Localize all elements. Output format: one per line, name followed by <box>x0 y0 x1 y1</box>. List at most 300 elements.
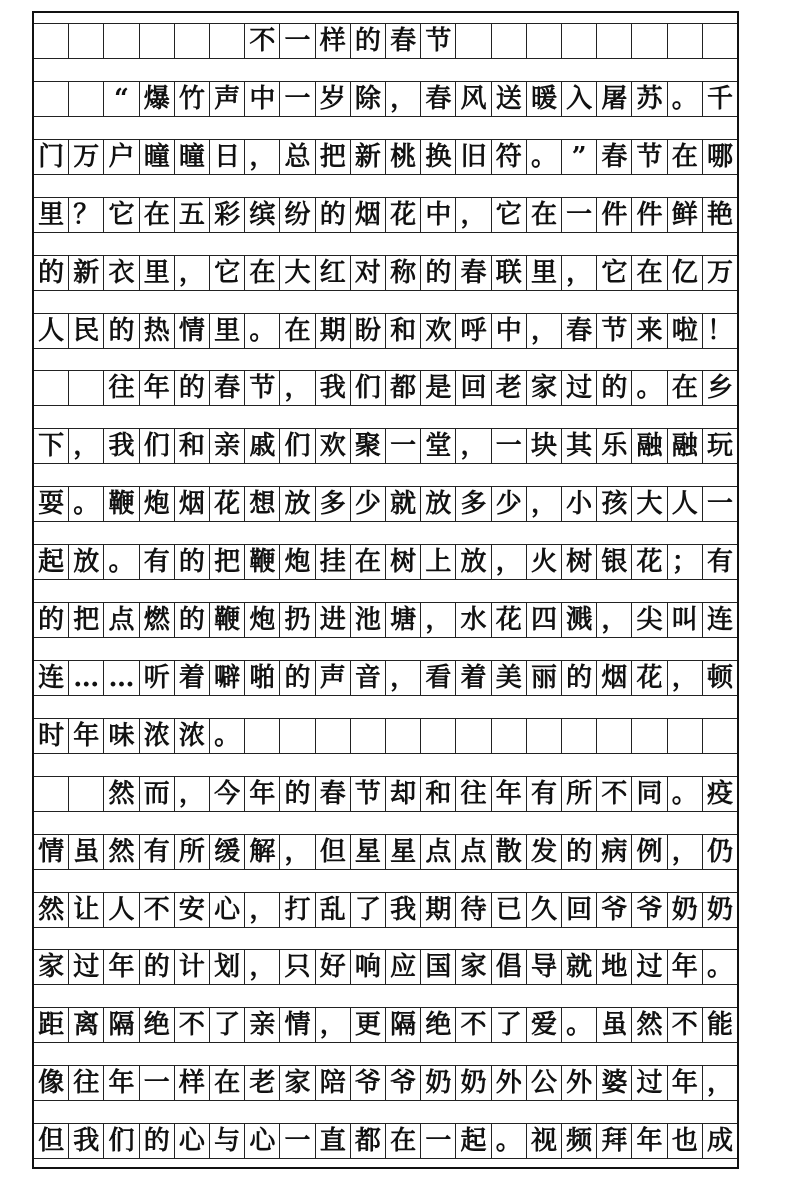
grid-cell: 件 <box>631 198 666 232</box>
grid-cell: 炮 <box>244 603 279 637</box>
grid-cell: 视 <box>526 1124 561 1158</box>
grid-cell: 然 <box>103 835 138 869</box>
grid-cell: 家 <box>279 1066 314 1100</box>
grid-cell: 疫 <box>702 777 737 811</box>
grid-cell: 老 <box>244 1066 279 1100</box>
grid-cell <box>279 719 314 753</box>
grid-cell: 戚 <box>244 429 279 463</box>
grid-cell <box>702 24 737 58</box>
grid-cell: 融 <box>631 429 666 463</box>
grid-cell: 在 <box>350 545 385 579</box>
grid-cell: 的 <box>174 371 209 405</box>
grid-cell <box>350 719 385 753</box>
grid-cell: 鲜 <box>667 198 702 232</box>
grid-cell: 年 <box>667 950 702 984</box>
grid-cell: 年 <box>103 1066 138 1100</box>
grid-cell: 在 <box>667 140 702 174</box>
grid-cell: 不 <box>455 1008 490 1042</box>
grid-cell: ， <box>279 371 314 405</box>
grid-cell: 花 <box>631 661 666 695</box>
grid-row <box>34 949 737 985</box>
grid-cell <box>68 371 103 405</box>
grid-cell: 已 <box>491 893 526 927</box>
grid-cell: 火 <box>526 545 561 579</box>
grid-cell: 的 <box>420 256 455 290</box>
grid-cell: 中 <box>420 198 455 232</box>
grid-cell: 往 <box>68 1066 103 1100</box>
grid-cell: 乐 <box>596 429 631 463</box>
grid-cell: 春 <box>315 777 350 811</box>
grid-cell: 家 <box>526 371 561 405</box>
grid-cell: 我 <box>385 893 420 927</box>
grid-cell: 的 <box>174 603 209 637</box>
grid-cell: 回 <box>455 371 490 405</box>
grid-cell: 户 <box>103 140 138 174</box>
grid-row <box>34 660 737 696</box>
grid-cell <box>34 24 68 58</box>
grid-cell: 们 <box>350 371 385 405</box>
grid-cell: 衣 <box>103 256 138 290</box>
grid-cell: 总 <box>279 140 314 174</box>
grid-cell: 人 <box>38 315 65 346</box>
grid-cell: 旧 <box>455 140 490 174</box>
grid-cell: 日 <box>209 140 244 174</box>
grid-cell: 导 <box>526 950 561 984</box>
grid-cell: 病 <box>596 835 631 869</box>
grid-cell: 年 <box>491 777 526 811</box>
grid-cell: 在 <box>139 198 174 232</box>
grid-cell: 隔 <box>103 1008 138 1042</box>
grid-cell: 一 <box>420 1124 455 1158</box>
grid-cell: 。 <box>667 777 702 811</box>
grid-cell: 外 <box>561 1066 596 1100</box>
grid-cell: 是 <box>420 371 455 405</box>
grid-cell: 年 <box>103 950 138 984</box>
grid-cell: 的 <box>38 257 65 288</box>
grid-cell: 鞭 <box>209 603 244 637</box>
grid-cell: 桃 <box>385 140 420 174</box>
grid-cell: 奶 <box>420 1066 455 1100</box>
grid-cell: 样 <box>174 1066 209 1100</box>
grid-cell: 往 <box>455 777 490 811</box>
grid-cell: 声 <box>209 82 244 116</box>
grid-cell: 节 <box>596 314 631 348</box>
grid-cell: ， <box>526 314 561 348</box>
grid-cell: 倡 <box>491 950 526 984</box>
grid-cell: ， <box>244 893 279 927</box>
grid-cell: 它 <box>209 256 244 290</box>
grid-cell: 我 <box>103 429 138 463</box>
grid-cell <box>491 719 526 753</box>
grid-cell: 期 <box>420 893 455 927</box>
grid-cell: 离 <box>68 1008 103 1042</box>
grid-cell: 小 <box>561 487 596 521</box>
grid-cell <box>667 24 702 58</box>
grid-cell: 爷 <box>385 1066 420 1100</box>
grid-cell: 和 <box>174 429 209 463</box>
grid-cell: 和 <box>385 314 420 348</box>
grid-cell: 爷 <box>350 1066 385 1100</box>
grid-cell: 所 <box>561 777 596 811</box>
grid-row <box>34 1065 737 1101</box>
grid-cell: 的 <box>139 950 174 984</box>
grid-cell: 频 <box>561 1124 596 1158</box>
grid-cell <box>667 719 702 753</box>
grid-cell: 聚 <box>350 429 385 463</box>
grid-cell: 情 <box>174 314 209 348</box>
grid-cell: 鞭 <box>244 545 279 579</box>
grid-cell: 烟 <box>350 198 385 232</box>
grid-cell: ！ <box>702 314 737 348</box>
grid-cell: ； <box>667 545 702 579</box>
grid-cell: 缓 <box>209 835 244 869</box>
grid-cell: 花 <box>385 198 420 232</box>
grid-cell: 块 <box>526 429 561 463</box>
grid-cell: 风 <box>455 82 490 116</box>
grid-cell: 池 <box>350 603 385 637</box>
grid-cell: 把 <box>68 603 103 637</box>
grid-row <box>34 718 737 754</box>
grid-cell: 屠 <box>596 82 631 116</box>
grid-cell: 岁 <box>315 82 350 116</box>
grid-cell: 称 <box>385 256 420 290</box>
grid-cell: 进 <box>315 603 350 637</box>
grid-cell: 顿 <box>702 661 737 695</box>
grid-cell: 竹 <box>174 82 209 116</box>
grid-cell <box>68 777 103 811</box>
grid-row <box>34 428 737 464</box>
grid-cell: 噼 <box>209 661 244 695</box>
grid-cell: 鞭 <box>103 487 138 521</box>
grid-cell: 春 <box>455 256 490 290</box>
grid-cell: 叫 <box>667 603 702 637</box>
grid-cell: 除 <box>350 82 385 116</box>
grid-cell: 奶 <box>455 1066 490 1100</box>
grid-cell: 亲 <box>209 429 244 463</box>
grid-cell: 期 <box>315 314 350 348</box>
grid-cell: 树 <box>561 545 596 579</box>
grid-cell: 爱 <box>526 1008 561 1042</box>
grid-cell: 在 <box>385 1124 420 1158</box>
grid-cell: 树 <box>385 545 420 579</box>
grid-cell: 。 <box>631 371 666 405</box>
grid-cell: 多 <box>315 487 350 521</box>
grid-cell: 解 <box>244 835 279 869</box>
grid-cell: 划 <box>209 950 244 984</box>
grid-cell: 啪 <box>244 661 279 695</box>
grid-cell: 爷 <box>596 893 631 927</box>
grid-cell: 也 <box>667 1124 702 1158</box>
grid-cell <box>68 24 103 58</box>
grid-cell <box>34 371 68 405</box>
grid-cell: 有 <box>139 835 174 869</box>
grid-cell: 心 <box>209 893 244 927</box>
grid-cell: 它 <box>491 198 526 232</box>
grid-cell: 声 <box>315 661 350 695</box>
grid-cell: 燃 <box>139 603 174 637</box>
grid-cell: 符 <box>491 140 526 174</box>
grid-cell: ， <box>385 661 420 695</box>
grid-cell: 春 <box>561 314 596 348</box>
grid-cell: 欢 <box>420 314 455 348</box>
grid-cell: 连 <box>702 603 737 637</box>
grid-cell: 然 <box>38 894 65 925</box>
grid-cell: 都 <box>385 371 420 405</box>
grid-cell: 心 <box>174 1124 209 1158</box>
grid-cell: 虽 <box>596 1008 631 1042</box>
grid-cell: 好 <box>315 950 350 984</box>
grid-cell <box>455 719 490 753</box>
grid-cell <box>526 24 561 58</box>
grid-cell: 丽 <box>526 661 561 695</box>
grid-row <box>34 892 737 928</box>
grid-cell: 听 <box>139 661 174 695</box>
grid-cell: 。 <box>526 140 561 174</box>
grid-cell: 把 <box>209 545 244 579</box>
grid-cell: 把 <box>315 140 350 174</box>
grid-cell: 。 <box>561 1008 596 1042</box>
grid-cell: 节 <box>631 140 666 174</box>
grid-cell: 和 <box>420 777 455 811</box>
grid-cell: 的 <box>38 605 65 635</box>
grid-cell: 回 <box>561 893 596 927</box>
grid-cell: 纷 <box>279 198 314 232</box>
grid-cell: ， <box>561 256 596 290</box>
grid-cell: 中 <box>244 82 279 116</box>
grid-cell: 万 <box>68 140 103 174</box>
grid-cell: 所 <box>174 835 209 869</box>
grid-cell: 但 <box>38 1126 65 1157</box>
grid-cell: 距 <box>38 1010 65 1041</box>
grid-cell: 的 <box>279 661 314 695</box>
grid-cell <box>491 24 526 58</box>
grid-cell: 换 <box>420 140 455 174</box>
grid-cell: 情 <box>279 1008 314 1042</box>
grid-cell: … <box>68 661 103 695</box>
grid-cell: ， <box>315 1008 350 1042</box>
grid-cell: 浓 <box>139 719 174 753</box>
grid-row <box>34 544 737 580</box>
grid-cell <box>631 24 666 58</box>
grid-cell: 五 <box>174 198 209 232</box>
grid-cell: 人 <box>103 893 138 927</box>
grid-cell: 。 <box>103 545 138 579</box>
grid-cell: 件 <box>596 198 631 232</box>
grid-cell: 年 <box>139 371 174 405</box>
grid-cell: 溅 <box>561 603 596 637</box>
grid-cell: 的 <box>596 371 631 405</box>
grid-cell: ， <box>455 198 490 232</box>
grid-cell: 能 <box>702 1008 737 1042</box>
grid-cell: 看 <box>420 661 455 695</box>
grid-cell: 一 <box>491 429 526 463</box>
grid-cell <box>68 82 103 116</box>
grid-cell: 却 <box>385 777 420 811</box>
grid-cell: 点 <box>420 835 455 869</box>
grid-cell: 地 <box>596 950 631 984</box>
grid-cell: 然 <box>103 777 138 811</box>
grid-cell: 送 <box>491 82 526 116</box>
grid-cell: 不 <box>667 1008 702 1042</box>
grid-cell: 响 <box>350 950 385 984</box>
grid-cell: 节 <box>350 777 385 811</box>
grid-cell: 过 <box>631 950 666 984</box>
grid-cell: 烟 <box>174 487 209 521</box>
grid-cell <box>315 719 350 753</box>
grid-cell: 老 <box>491 371 526 405</box>
grid-cell: 曈 <box>139 140 174 174</box>
grid-cell: 放 <box>455 545 490 579</box>
grid-cell: 亲 <box>244 1008 279 1042</box>
grid-cell: 热 <box>139 314 174 348</box>
grid-cell: 着 <box>455 661 490 695</box>
grid-cell: 在 <box>244 256 279 290</box>
grid-cell: 放 <box>68 545 103 579</box>
grid-cell: 起 <box>455 1124 490 1158</box>
grid-cell: 一 <box>279 1124 314 1158</box>
grid-cell: 有 <box>702 545 737 579</box>
grid-cell: 一 <box>139 1066 174 1100</box>
grid-cell: 年 <box>667 1066 702 1100</box>
grid-cell: 与 <box>209 1124 244 1158</box>
grid-cell: 只 <box>279 950 314 984</box>
grid-row <box>34 834 737 870</box>
grid-cell: 。 <box>209 719 244 753</box>
grid-cell: 里 <box>526 256 561 290</box>
grid-cell <box>420 719 455 753</box>
grid-cell: 炮 <box>279 545 314 579</box>
grid-cell: ， <box>174 777 209 811</box>
grid-cell: ， <box>68 429 103 463</box>
grid-cell: 计 <box>174 950 209 984</box>
grid-cell: 少 <box>491 487 526 521</box>
grid-cell: 艳 <box>702 198 737 232</box>
grid-cell: 陪 <box>315 1066 350 1100</box>
grid-cell: 绝 <box>420 1008 455 1042</box>
grid-cell: 拜 <box>596 1124 631 1158</box>
grid-cell: 久 <box>526 893 561 927</box>
grid-cell: 春 <box>420 82 455 116</box>
grid-cell: 们 <box>139 429 174 463</box>
grid-cell: 。 <box>702 950 737 984</box>
grid-cell: 人 <box>667 487 702 521</box>
grid-row <box>34 370 737 406</box>
grid-cell: 过 <box>631 1066 666 1100</box>
grid-cell: ， <box>667 835 702 869</box>
grid-cell: 暖 <box>526 82 561 116</box>
grid-cell: 耍 <box>38 489 65 520</box>
grid-cell: 年 <box>68 719 103 753</box>
grid-cell: 今 <box>209 777 244 811</box>
grid-cell: 同 <box>631 777 666 811</box>
grid-cell: 联 <box>491 256 526 290</box>
grid-cell: 过 <box>68 950 103 984</box>
grid-cell <box>139 24 174 58</box>
grid-cell: 待 <box>455 893 490 927</box>
grid-cell: 的 <box>561 835 596 869</box>
grid-cell: 年 <box>244 777 279 811</box>
grid-cell: 盼 <box>350 314 385 348</box>
grid-cell: 例 <box>631 835 666 869</box>
grid-cell: 花 <box>631 545 666 579</box>
grid-cell: 绝 <box>139 1008 174 1042</box>
grid-cell: 时 <box>38 720 65 751</box>
grid-cell: 花 <box>209 487 244 521</box>
grid-cell: 放 <box>420 487 455 521</box>
grid-row <box>34 313 737 349</box>
grid-cell: 爷 <box>631 893 666 927</box>
grid-cell: 家 <box>455 950 490 984</box>
grid-cell: 一 <box>702 487 737 521</box>
grid-cell: 入 <box>561 82 596 116</box>
grid-cell: 发 <box>526 835 561 869</box>
grid-cell: 更 <box>350 1008 385 1042</box>
grid-cell: 亿 <box>667 256 702 290</box>
grid-cell: 中 <box>491 314 526 348</box>
grid-cell: 直 <box>315 1124 350 1158</box>
grid-cell: 不 <box>596 777 631 811</box>
grid-cell: 起 <box>38 547 65 578</box>
grid-cell: ， <box>455 429 490 463</box>
grid-cell: 家 <box>38 952 65 983</box>
grid-cell: 多 <box>455 487 490 521</box>
grid-cell: 了 <box>491 1008 526 1042</box>
title-char-cell: 春 <box>385 24 420 58</box>
grid-cell: 公 <box>526 1066 561 1100</box>
grid-cell: 对 <box>350 256 385 290</box>
grid-cell: 了 <box>350 893 385 927</box>
title-row <box>34 23 737 59</box>
grid-cell: ， <box>420 603 455 637</box>
grid-cell <box>103 24 138 58</box>
grid-cell: 烟 <box>596 661 631 695</box>
title-char-cell: 的 <box>350 24 385 58</box>
grid-cell: 万 <box>702 256 737 290</box>
grid-cell <box>385 719 420 753</box>
grid-cell: 点 <box>103 603 138 637</box>
grid-cell: 音 <box>350 661 385 695</box>
grid-cell: 一 <box>279 82 314 116</box>
grid-cell: 在 <box>631 256 666 290</box>
grid-cell: 少 <box>350 487 385 521</box>
grid-cell <box>209 24 244 58</box>
grid-cell: 。 <box>491 1124 526 1158</box>
grid-cell: 心 <box>244 1124 279 1158</box>
grid-cell: 里 <box>139 256 174 290</box>
grid-cell: 里 <box>209 314 244 348</box>
grid-cell: 下 <box>38 431 65 462</box>
grid-row <box>34 1007 737 1043</box>
composition-grid-paper <box>32 11 739 1169</box>
grid-cell: 年 <box>631 1124 666 1158</box>
grid-cell: 尖 <box>631 603 666 637</box>
grid-cell: 过 <box>561 371 596 405</box>
grid-cell <box>561 719 596 753</box>
grid-cell: 国 <box>420 950 455 984</box>
grid-cell <box>244 719 279 753</box>
grid-row <box>34 255 737 291</box>
grid-cell: ， <box>244 140 279 174</box>
grid-cell: 哪 <box>702 140 737 174</box>
grid-row <box>34 776 737 812</box>
grid-cell: 一 <box>385 429 420 463</box>
grid-cell: 玩 <box>702 429 737 463</box>
grid-cell: 虽 <box>68 835 103 869</box>
grid-cell: 星 <box>385 835 420 869</box>
grid-cell: 就 <box>385 487 420 521</box>
grid-cell: 散 <box>491 835 526 869</box>
grid-cell: ” <box>561 140 596 174</box>
